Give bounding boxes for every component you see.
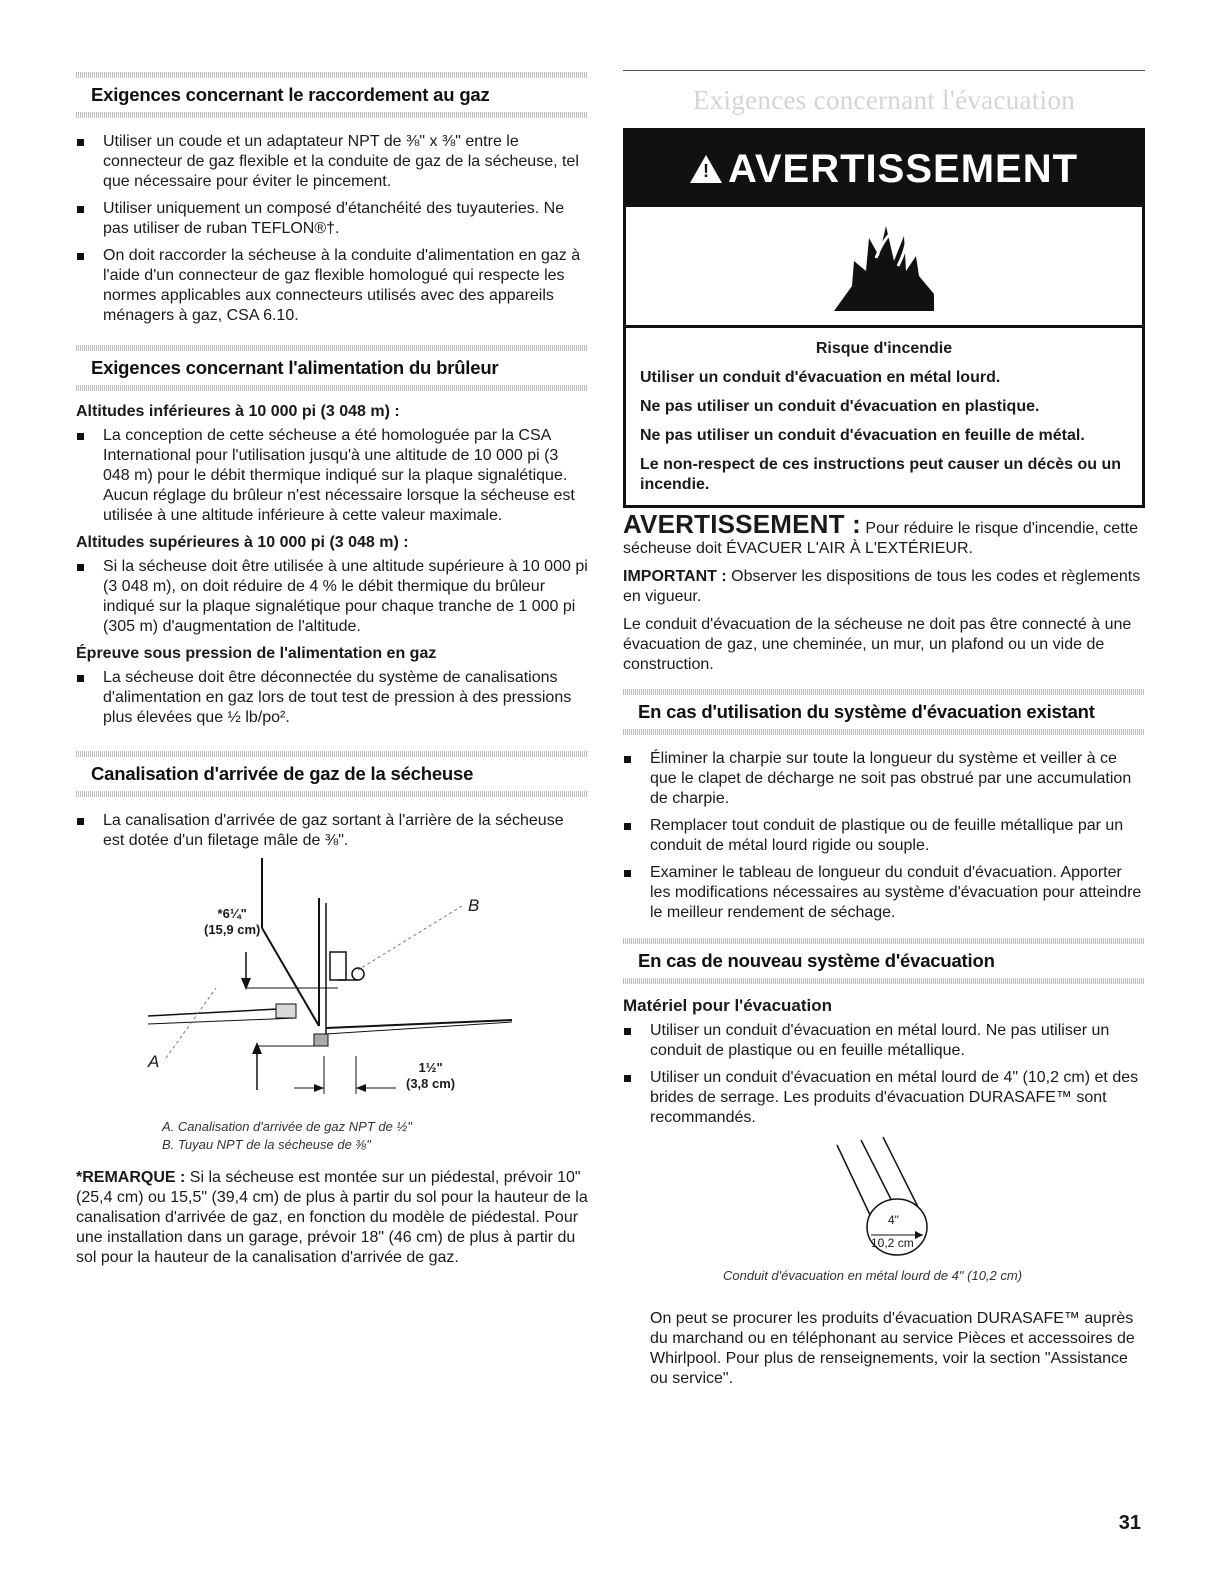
- exhaust-warning: [623, 509, 1145, 559]
- remark-paragraph: [76, 1168, 588, 1268]
- gas-line-diagram: [76, 858, 588, 1158]
- dimension-label-height: [204, 906, 260, 938]
- section-rule: [76, 385, 588, 391]
- warning-box: [623, 128, 1145, 508]
- exhaust-warning-label: AVERTISSEMENT :: [623, 509, 861, 539]
- top-rule: [623, 0, 1145, 71]
- list-item: Examiner le tableau de longueur du conduit d'évacuation. Apporter les modifications nécessaires au système d'évacuation pour atteindre le meilleur rendement de séchage.: [623, 863, 1145, 923]
- warning-line: Ne pas utiliser un conduit d'évacuation en feuille de métal.: [640, 427, 1085, 444]
- right-column: [623, 0, 1145, 1389]
- list-item: Utiliser uniquement un composé d'étanchéité des tuyauteries. Ne pas utiliser de ruban TEFLON®†.: [76, 199, 588, 239]
- duct-dimension-cm: 10,2 cm: [871, 1236, 914, 1250]
- duct-dimension-inches: 4": [888, 1213, 899, 1227]
- warning-icon-area: [626, 207, 1142, 328]
- remark-label: *REMARQUE :: [76, 1169, 186, 1186]
- duct-caption: Conduit d'évacuation en métal lourd de 4" (10,2 cm): [723, 1268, 1023, 1283]
- warning-banner: [626, 131, 1142, 207]
- important-label: IMPORTANT :: [623, 568, 727, 585]
- list-item: La conception de cette sécheuse a été homologuée par la CSA International pour l'utilisation jusqu'à une altitude de 10 000 pi (3 048 m) pour le débit thermique indiqué sur la plaque signalétique. Aucun réglage du brûleur n'est nécessaire lorsque la sécheuse est utilisée à une altitude inférieure à cette valeur maximale.: [76, 426, 588, 526]
- section-rule: [76, 791, 588, 797]
- important-paragraph: [623, 567, 1145, 607]
- existing-vent-list: [623, 749, 1145, 923]
- warning-body: [626, 328, 1142, 505]
- section-heading-gas-connection: Exigences concernant le raccordement au gaz: [91, 84, 490, 105]
- warning-banner-content: [690, 147, 1078, 192]
- durasafe-paragraph: On peut se procurer les produits d'évacuation DURASAFE™ auprès du marchand ou en téléphonant au service Pièces et accessoires de Whirlpool. Pour plus de renseignements, voir la section "Assistance ou service".: [650, 1310, 1135, 1387]
- subheading-high-altitude: Altitudes supérieures à 10 000 pi (3 048 m) :: [76, 534, 409, 551]
- dimension-label-offset: [406, 1060, 455, 1092]
- subheading-vent-material: Matériel pour l'évacuation: [623, 996, 833, 1015]
- dimension-value-metric: (15,9 cm): [204, 922, 261, 937]
- list-item: On doit raccorder la sécheuse à la conduite d'alimentation en gaz à l'aide d'un connecteur de gaz flexible homologué qui respecte les normes applicables aux connecteurs utilisés avec des appareils ménagers à gaz, CSA 6.10.: [76, 246, 588, 326]
- low-altitude-list: [76, 426, 588, 526]
- important-text: Observer les dispositions de tous les codes et règlements en vigueur.: [623, 568, 1141, 605]
- duct-diagram: [623, 1135, 1145, 1293]
- list-item: Utiliser un conduit d'évacuation en métal lourd de 4" (10,2 cm) et des brides de serrage. Les produits d'évacuation DURASAFE™ sont recommandés.: [623, 1068, 1145, 1128]
- list-item: La canalisation d'arrivée de gaz sortant à l'arrière de la sécheuse est dotée d'un filetage mâle de ⅜".: [76, 811, 588, 851]
- section-heading-gas-line: Canalisation d'arrivée de gaz de la sécheuse: [91, 763, 474, 784]
- dimension-value-metric: (3,8 cm): [406, 1076, 456, 1091]
- pressure-test-list: [76, 668, 588, 728]
- section-rule: [623, 978, 1145, 984]
- warning-risk-title: Risque d'incendie: [815, 340, 953, 357]
- warning-line: Le non-respect de ces instructions peut causer un décès ou un incendie.: [640, 456, 1121, 493]
- dimension-value: *6¼": [217, 906, 247, 921]
- warning-triangle-icon: !: [690, 155, 722, 183]
- gas-line-list: [76, 811, 588, 851]
- list-item: Utiliser un conduit d'évacuation en métal lourd. Ne pas utiliser un conduit de plastique ou en feuille métallique.: [623, 1021, 1145, 1061]
- diagram-caption: [162, 1118, 412, 1154]
- page-number: 31: [1118, 1512, 1141, 1534]
- list-item: Éliminer la charpie sur toute la longueur du système et veiller à ce que le clapet de décharge ne soit pas obstrué par une accumulation de charpie.: [623, 749, 1145, 809]
- fire-icon: [824, 216, 944, 316]
- section-heading-new-vent: En cas de nouveau système d'évacuation: [638, 950, 995, 971]
- list-item: Si la sécheuse doit être utilisée à une altitude supérieure à 10 000 pi (3 048 m), on doit réduire de 4 % le débit thermique du brûleur indiqué sur la plaque signalétique pour chaque tranche de 1 000 pi (305 m) d'augmentation de l'altitude.: [76, 557, 588, 637]
- label-a: A: [148, 1052, 160, 1071]
- section-heading-existing-vent: En cas d'utilisation du système d'évacuation existant: [638, 701, 1095, 722]
- list-item: Remplacer tout conduit de plastique ou de feuille métallique par un conduit de métal lourd rigide ou souple.: [623, 816, 1145, 856]
- subheading-low-altitude: Altitudes inférieures à 10 000 pi (3 048 m) :: [76, 403, 400, 420]
- subheading-pressure-test: Épreuve sous pression de l'alimentation en gaz: [76, 645, 437, 662]
- warning-line: Ne pas utiliser un conduit d'évacuation en plastique.: [640, 398, 1040, 415]
- section-title-venting: Exigences concernant l'évacuation: [692, 85, 1076, 115]
- section-rule: [76, 112, 588, 118]
- gas-connection-list: [76, 132, 588, 326]
- exhaust-warning-text: Pour réduire le risque d'incendie, cette sécheuse doit ÉVACUER L'AIR À L'EXTÉRIEUR.: [623, 520, 1138, 557]
- high-altitude-list: [76, 557, 588, 637]
- caption-a: A. Canalisation d'arrivée de gaz NPT de ½": [162, 1119, 412, 1134]
- gas-line-diagram-drawing: [76, 858, 588, 1158]
- dimension-value: 1½": [418, 1060, 443, 1075]
- label-b: B: [468, 896, 480, 915]
- caption-b: B. Tuyau NPT de la sécheuse de ⅜": [162, 1137, 371, 1152]
- section-heading-burner: Exigences concernant l'alimentation du brûleur: [91, 357, 499, 378]
- warning-banner-label: AVERTISSEMENT: [727, 146, 1079, 191]
- left-column: [76, 0, 588, 1268]
- section-rule: [623, 729, 1145, 735]
- remark-text: Si la sécheuse est montée sur un piédestal, prévoir 10" (25,4 cm) ou 15,5" (39,4 cm) de plus à partir du sol pour la hauteur de la canalisation d'arrivée de gaz, en fonction du modèle de piédestal. Pour une installation dans un garage, prévoir 18" (46 cm) de plus à partir du sol pour la hauteur de la canalisation d'arrivée de gaz.: [76, 1169, 588, 1266]
- warning-line: Utiliser un conduit d'évacuation en métal lourd.: [640, 369, 1001, 386]
- vent-material-list: [623, 1021, 1145, 1128]
- list-item: La sécheuse doit être déconnectée du système de canalisations d'alimentation en gaz lors de tout test de pression à des pressions plus élevées que ½ lb/po².: [76, 668, 588, 728]
- vent-connection-paragraph: Le conduit d'évacuation de la sécheuse ne doit pas être connecté à une évacuation de gaz, une cheminée, un mur, un plafond ou un vide de construction.: [623, 616, 1132, 673]
- list-item: Utiliser un coude et un adaptateur NPT de ⅜" x ⅜" entre le connecteur de gaz flexible et la conduite de gaz de la sécheuse, tel que nécessaire pour éviter le pincement.: [76, 132, 588, 192]
